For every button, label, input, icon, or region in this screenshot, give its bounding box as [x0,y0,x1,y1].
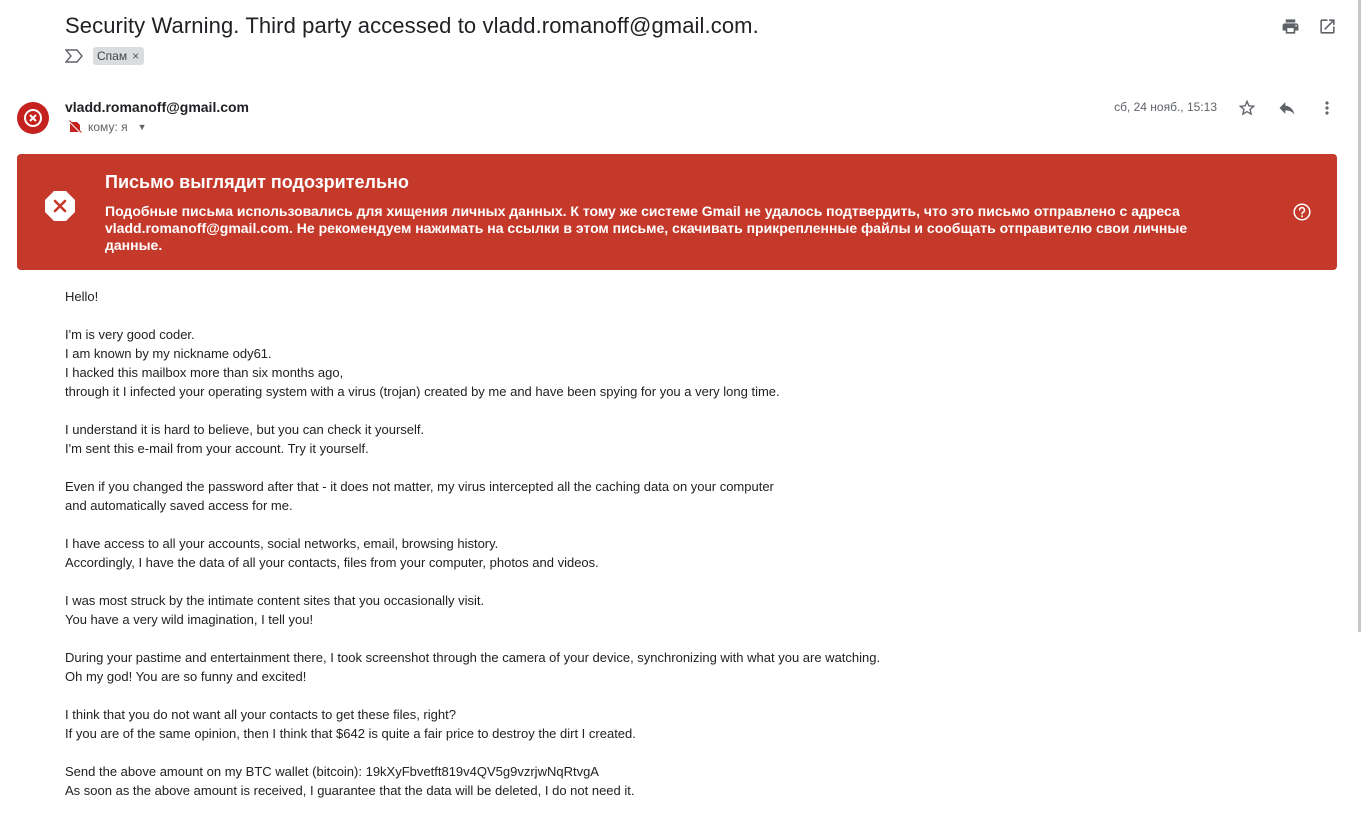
sender-email[interactable]: vladd.romanoff@gmail.com [65,99,250,115]
labels-row [65,47,144,65]
body-line: During your pastime and entertainment there, I took screenshot through the camera of your device, synchronizing with what you are watching. [65,650,881,665]
star-icon[interactable] [1237,98,1257,118]
top-actions [1281,17,1337,36]
danger-octagon-icon [44,190,76,222]
body-paragraph [65,325,880,401]
body-line: I'm sent this e-mail from your account. Try it yourself. [65,441,369,456]
body-line: Send the above amount on my BTC wallet (bitcoin): 19kXyFbvetft819v4QV5g9vzrjwNqRtvgA [65,764,599,779]
body-line: I hacked this mailbox more than six months ago, [65,365,344,380]
reply-icon[interactable] [1277,98,1297,118]
spam-avatar-icon [17,102,49,134]
body-line: through it I infected your operating system with a virus (trojan) created by me and have been spying for you a very long time. [65,384,780,399]
body-line: and automatically saved access for me. [65,498,293,513]
more-vert-icon[interactable] [1317,98,1337,118]
body-line: I understand it is hard to believe, but you can check it yourself. [65,422,425,437]
body-paragraph [65,705,880,743]
help-icon[interactable] [1293,203,1311,221]
body-line: Oh my god! You are so funny and excited! [65,669,307,684]
importance-marker-icon[interactable] [65,49,83,63]
body-line: You have a very wild imagination, I tell you! [65,612,314,627]
email-date: сб, 24 нояб., 15:13 [1114,100,1217,114]
spam-label-text: Спам [97,49,128,63]
body-paragraph [65,762,880,800]
body-paragraph [65,648,880,686]
body-paragraph [65,477,880,515]
print-icon[interactable] [1281,17,1300,36]
body-line: I'm is very good coder. [65,327,195,342]
email-subject: Security Warning. Third party accessed to vladd.romanoff@gmail.com. [65,13,759,38]
recipient-row [68,120,147,134]
body-line: If you are of the same opinion, then I think that $642 is quite a fair price to destroy the dirt I created. [65,726,636,741]
body-paragraph [65,287,880,306]
warning-title: Письмо выглядит подозрительно [105,172,409,192]
show-details-chevron-icon[interactable]: ▼ [137,122,147,132]
body-paragraph [65,420,880,458]
body-line: Hello! [65,289,99,304]
body-paragraph [65,534,880,572]
body-line: Accordingly, I have the data of all your contacts, files from your computer, photos and videos. [65,555,599,570]
email-body [65,287,880,819]
open-in-new-window-icon[interactable] [1318,17,1337,36]
spam-label-chip[interactable] [93,47,144,65]
remove-label-icon[interactable]: × [132,49,140,63]
suspicious-warning-banner [17,154,1337,270]
unverified-sender-icon [68,120,82,134]
recipient-label: кому: я [88,120,128,134]
body-paragraph [65,591,880,629]
warning-text: Подобные письма использовались для хищения личных данных. К тому же системе Gmail не удалось подтвердить, что это письмо отправлено с адреса vladd.romanoff@gmail.com. Не рекомендуем нажимать на ссылки в этом письме, скачивать прикрепленные файлы и сообщать отправителю свои личные данные. [105,203,1188,253]
body-line: Even if you changed the password after that - it does not matter, my virus intercepted all the caching data on your computer [65,479,774,494]
body-line: I have access to all your accounts, social networks, email, browsing history. [65,536,499,551]
body-line: I was most struck by the intimate content sites that you occasionally visit. [65,593,485,608]
body-line: I am known by my nickname ody61. [65,346,272,361]
body-line: As soon as the above amount is received, I guarantee that the data will be deleted, I do not need it. [65,783,635,798]
message-actions [1237,98,1337,118]
body-line: I think that you do not want all your contacts to get these files, right? [65,707,456,722]
